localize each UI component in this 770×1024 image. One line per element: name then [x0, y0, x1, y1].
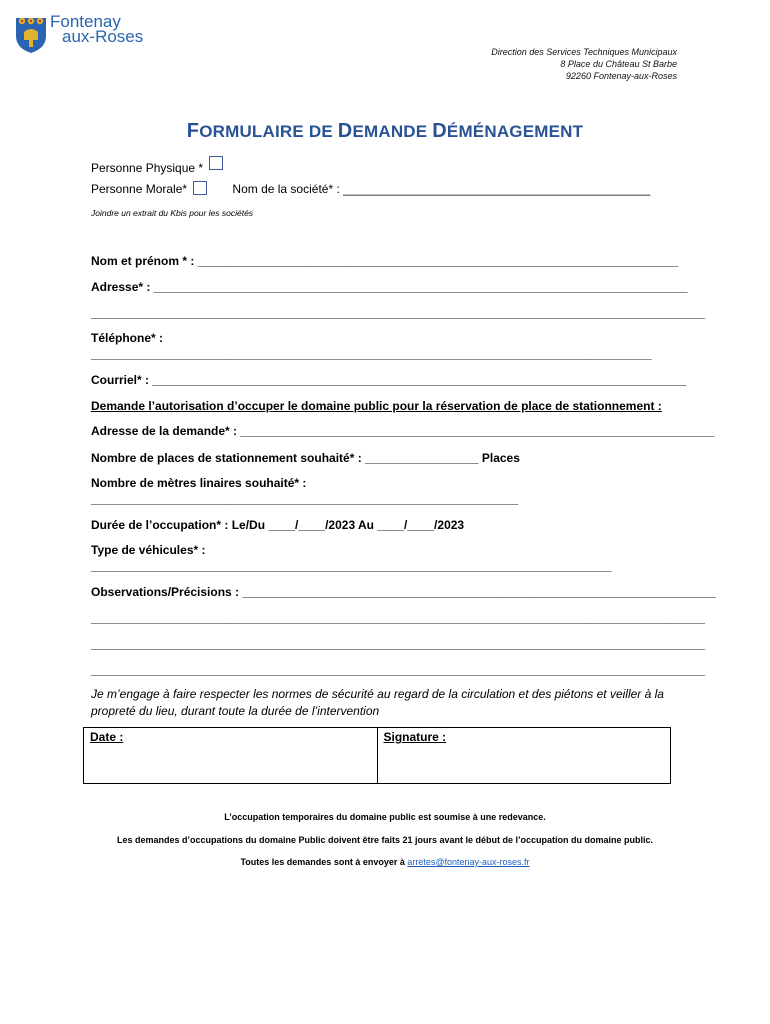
logo-line2: aux-Roses [62, 27, 144, 46]
type-vehicules-label: Type de véhicules* : [91, 543, 206, 557]
kbis-note: Joindre un extrait du Kbis pour les sociétés [91, 208, 254, 218]
adresse-field[interactable]: Adresse* : ________________________________________________________________________________ [91, 280, 688, 294]
title-word-1: ORMULAIRE DE [199, 122, 338, 141]
signature-label: Signature : [383, 730, 447, 744]
nb-metres-label: Nombre de mètres linaires souhaité* : [91, 476, 307, 490]
observations-line[interactable]: ____________________________________________________________________________________________ [91, 663, 705, 677]
observations-line[interactable]: ____________________________________________________________________________________________ [91, 611, 705, 625]
title-cap-d2: D [432, 120, 447, 142]
footer-line3-prefix: Toutes les demandes sont à envoyer à [240, 857, 408, 867]
footer-line2: Les demandes d’occupations du domaine Public doivent être faits 21 jours avant le début de l’occupation du domaine public. [116, 835, 654, 845]
title-word-2: EMANDE [352, 122, 433, 141]
personne-physique-label: Personne Physique * [91, 161, 204, 175]
title-word-3: ÉMÉNAGEMENT [446, 122, 584, 141]
title-cap-f: F [186, 120, 200, 142]
signature-table [83, 727, 671, 784]
courriel-field[interactable]: Courriel* : ________________________________________________________________________________ [91, 373, 687, 387]
personne-morale-row [91, 181, 650, 196]
observations-field[interactable]: Observations/Précisions : _______________________________________________________________________ [91, 585, 717, 599]
logo-text [50, 14, 143, 44]
personne-morale-checkbox[interactable] [193, 181, 207, 195]
personne-physique-row [91, 156, 223, 175]
telephone-label: Téléphone* : [91, 331, 164, 345]
form-title [0, 120, 770, 143]
email-link[interactable]: arretes@fontenay-aux-roses.fr [407, 857, 530, 867]
nom-field[interactable]: Nom et prénom * : ________________________________________________________________________ [91, 254, 679, 268]
footer-line1: L’occupation temporaires du domaine public est soumise à une redevance. [224, 812, 546, 822]
address-line1: Direction des Services Techniques Municipaux [491, 47, 677, 57]
address-line3: 92260 Fontenay-aux-Roses [565, 71, 677, 81]
date-cell[interactable] [84, 728, 378, 784]
personne-morale-label: Personne Morale* [91, 182, 188, 196]
signature-cell[interactable] [377, 728, 671, 784]
footer-line3 [0, 857, 770, 867]
address-block [491, 46, 677, 82]
societe-field[interactable]: Nom de la société* : ______________________________________________ [232, 182, 651, 196]
commitment-text: Je m’engage à faire respecter les normes de sécurité au regard de la circulation et des piétons et veiller à la propreté du lieu, durant toute la durée de l’intervention [91, 687, 664, 718]
nb-metres-field[interactable]: ________________________________________________________________ [91, 492, 519, 506]
date-label: Date : [90, 730, 124, 744]
logo-line1: Fontenay [50, 12, 121, 31]
adresse-demande-field[interactable]: Adresse de la demande* : _______________________________________________________________________ [91, 424, 715, 438]
type-vehicules-field[interactable]: ______________________________________________________________________________ [91, 559, 612, 573]
duree-field[interactable]: Durée de l’occupation* : Le/Du ____/____/2023 Au ____/____/2023 [91, 518, 465, 532]
demande-heading: Demande l’autorisation d’occuper le domaine public pour la réservation de place de stationnement : [91, 399, 662, 413]
personne-physique-checkbox[interactable] [209, 156, 223, 170]
observations-line[interactable]: ____________________________________________________________________________________________ [91, 637, 705, 651]
nb-places-field[interactable]: Nombre de places de stationnement souhaité* : _________________ Places [91, 451, 520, 465]
address-line2: 8 Place du Château St Barbe [560, 59, 677, 69]
adresse-line2[interactable]: ____________________________________________________________________________________________ [91, 306, 705, 320]
telephone-field[interactable]: ____________________________________________________________________________________ [91, 347, 652, 361]
title-cap-d1: D [337, 120, 353, 142]
